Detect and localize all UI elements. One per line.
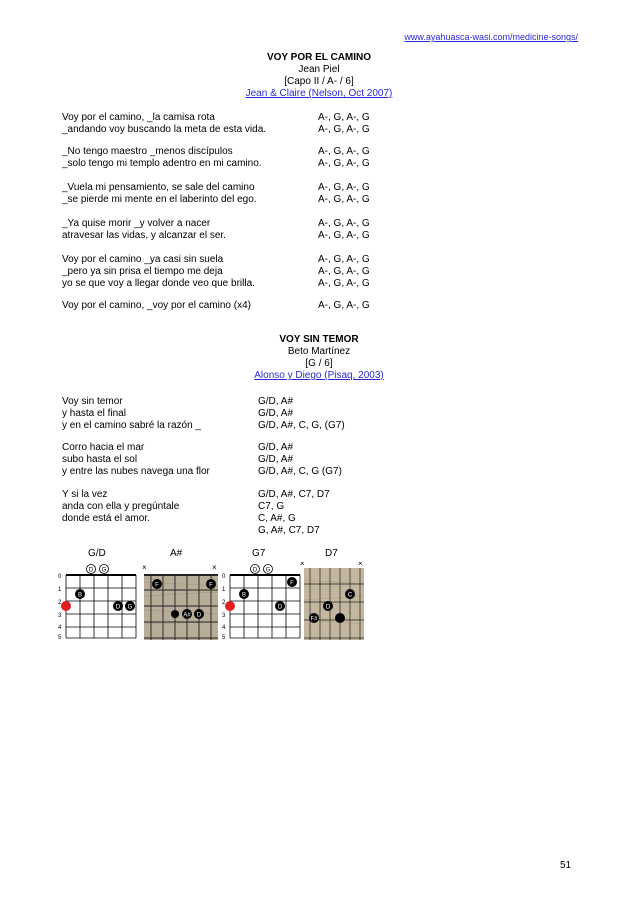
- root-marker: [225, 601, 235, 611]
- chord-progression: G/D, A#: [258, 396, 294, 407]
- chord-progression: A-, G, A-, G: [318, 112, 370, 123]
- chord-progression: C, A#, G: [258, 513, 296, 524]
- mute-mark: ×: [212, 563, 217, 572]
- finger-label: D: [277, 604, 283, 611]
- lyric-line: _solo tengo mi templo adentro en mi camino.: [62, 158, 262, 169]
- fret-number: 2: [222, 600, 226, 606]
- chord-progression: G/D, A#, C, G, (G7): [258, 420, 345, 431]
- chord-progression: G/D, A#: [258, 442, 294, 453]
- fret-number: 4: [58, 625, 62, 631]
- fret-number: 4: [222, 625, 226, 631]
- finger-label: D: [196, 612, 202, 619]
- fret-number: 3: [58, 613, 62, 619]
- song1-author: Jean Piel: [298, 64, 340, 75]
- chord-progression: A-, G, A-, G: [318, 278, 370, 289]
- lyric-line: Y si la vez: [62, 489, 108, 500]
- lyric-line: _pero ya sin prisa el tiempo me deja: [62, 266, 223, 277]
- lyric-line: y en el camino sabré la razón _: [62, 420, 201, 431]
- mute-mark: ×: [142, 563, 147, 572]
- chord-diagram-g7: [222, 562, 304, 640]
- finger-label: B: [77, 592, 83, 599]
- lyric-line: _Ya quise morir _y volver a nacer: [62, 218, 211, 229]
- fret-number: 5: [222, 635, 226, 640]
- chord-progression: A-, G, A-, G: [318, 146, 370, 157]
- chord-progression: A-, G, A-, G: [318, 194, 370, 205]
- chord-progression: G/D, A#, C7, D7: [258, 489, 330, 500]
- lyric-line: subo hasta el sol: [62, 454, 138, 465]
- fret-number: 1: [58, 587, 62, 593]
- lyric-line: Voy por el camino, _la camisa rota: [62, 112, 215, 123]
- chord-name: D7: [325, 548, 338, 559]
- lyric-line: anda con ella y pregúntale: [62, 501, 180, 512]
- lyric-line: y hasta el final: [62, 408, 126, 419]
- chord-progression: G, A#, C7, D7: [258, 525, 320, 536]
- lyric-line: _No tengo maestro _menos discípulos: [62, 146, 233, 157]
- song1-capo: [Capo II / A- / 6]: [284, 76, 354, 87]
- chord-diagram-asharp: [142, 562, 220, 640]
- site-url[interactable]: www.ayahuasca-wasi.com/medicine-songs/: [404, 32, 578, 42]
- open-string-label: D: [88, 567, 94, 574]
- finger-label: G: [127, 604, 133, 611]
- finger-label: D: [325, 604, 331, 611]
- chord-progression: G/D, A#: [258, 454, 294, 465]
- lyric-line: _se pierde mi mente en el laberinto del ego.: [62, 194, 257, 205]
- lyric-line: Voy por el camino, _voy por el camino (x4): [62, 300, 251, 311]
- chord-progression: A-, G, A-, G: [318, 230, 370, 241]
- open-string-label: G: [265, 567, 271, 574]
- song1-header: [0, 52, 638, 100]
- finger-label: D: [115, 604, 121, 611]
- finger-label: F#: [310, 616, 318, 623]
- lyric-line: Corro hacia el mar: [62, 442, 145, 453]
- chord-diagram-d7: [300, 562, 368, 640]
- lyric-line: y entre las nubes navega una flor: [62, 466, 210, 477]
- fret-number: 2: [58, 600, 62, 606]
- lyric-line: _Vuela mi pensamiento, se sale del camino: [62, 182, 255, 193]
- song2-title: VOY SIN TEMOR: [279, 334, 359, 345]
- finger-label: B: [241, 592, 247, 599]
- fret-number: 0: [58, 574, 62, 580]
- fret-number: 5: [58, 635, 62, 640]
- mute-mark: ×: [300, 562, 305, 568]
- finger-label: C: [347, 592, 353, 599]
- chord-progression: G/D, A#: [258, 408, 294, 419]
- lyric-line: yo se que voy a llegar donde veo que brilla.: [62, 278, 255, 289]
- mute-mark: ×: [358, 562, 363, 568]
- song2-capo: [G / 6]: [305, 358, 333, 369]
- song2-author: Beto Martínez: [287, 346, 351, 357]
- open-string-label: G: [101, 567, 107, 574]
- song2-header: [0, 334, 638, 382]
- chord-progression: A-, G, A-, G: [318, 300, 370, 311]
- open-string-label: D: [252, 567, 258, 574]
- chord-progression: A-, G, A-, G: [318, 158, 370, 169]
- root-marker: [61, 601, 71, 611]
- lyric-line: Voy por el camino _ya casi sin suela: [62, 254, 224, 265]
- chord-progression: A-, G, A-, G: [318, 218, 370, 229]
- open-string-marks: [87, 565, 109, 574]
- chord-name: A#: [170, 548, 183, 559]
- chord-progression: A-, G, A-, G: [318, 124, 370, 135]
- song1-source-link[interactable]: Jean & Claire (Nelson, Oct 2007): [245, 88, 393, 99]
- chord-progression: C7, G: [258, 501, 285, 512]
- lyric-line: atravesar las vidas, y alcanzar el ser.: [62, 230, 226, 241]
- page-number: 51: [560, 860, 572, 871]
- lyric-line: _andando voy buscando la meta de esta vida.: [62, 124, 267, 135]
- chord-progression: G/D, A#, C, G (G7): [258, 466, 342, 477]
- chord-progression: A-, G, A-, G: [318, 266, 370, 277]
- fret-number: 0: [222, 574, 226, 580]
- finger-label: F: [209, 582, 213, 589]
- finger-label: F: [290, 580, 294, 587]
- finger-label: A#: [183, 612, 191, 619]
- chord-diagram-gd: [58, 562, 140, 640]
- chord-progression: A-, G, A-, G: [318, 254, 370, 265]
- fret-number: 1: [222, 587, 226, 593]
- song2-source-link[interactable]: Alonso y Diego (Pisaq, 2003): [254, 370, 384, 381]
- finger-label: F: [155, 582, 159, 589]
- chord-name: G/D: [88, 548, 106, 559]
- lyric-line: donde está el amor.: [62, 513, 150, 524]
- chord-progression: A-, G, A-, G: [318, 182, 370, 193]
- song1-title: VOY POR EL CAMINO: [266, 52, 372, 63]
- chord-name: G7: [252, 548, 266, 559]
- fret-number: 3: [222, 613, 226, 619]
- lyric-line: Voy sin temor: [62, 396, 123, 407]
